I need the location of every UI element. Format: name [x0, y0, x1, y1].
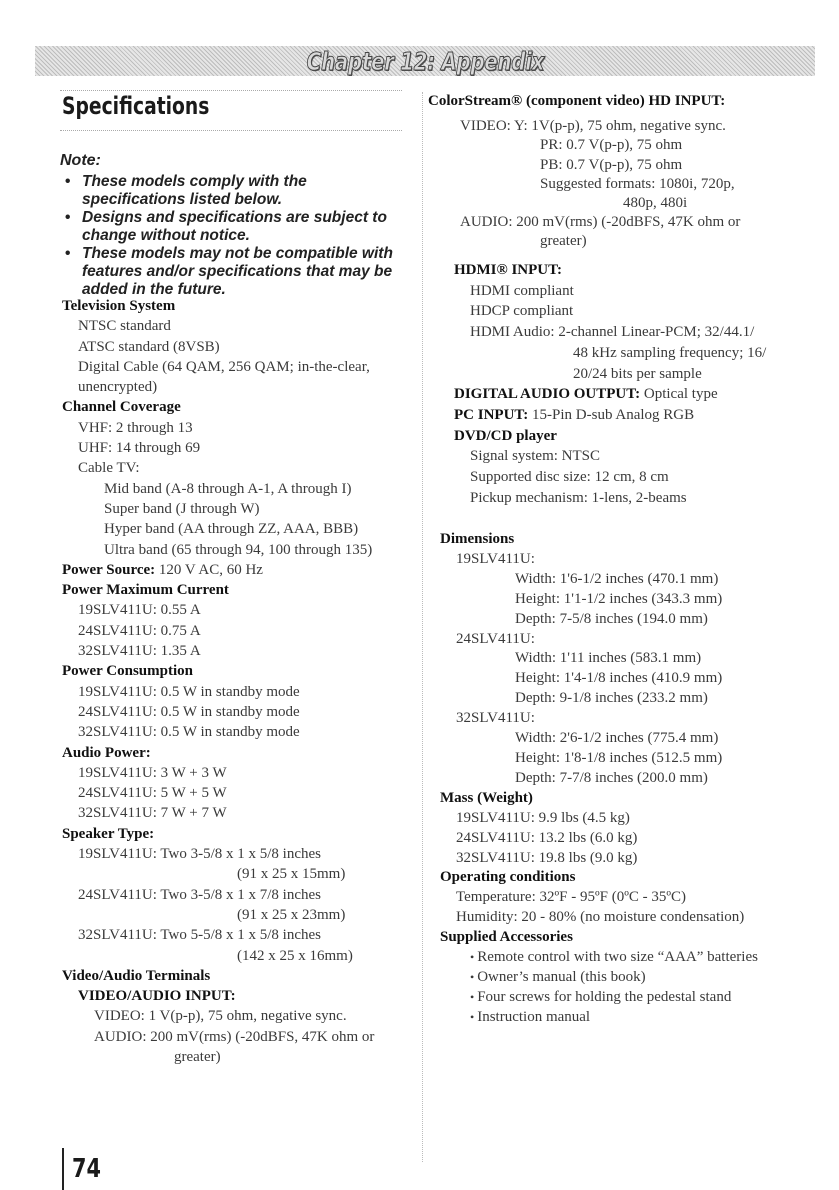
spec-line: [78, 885, 374, 905]
spec-text: Suggested formats: 1080i, 720p,: [540, 175, 735, 192]
spec-text: Signal system: NTSC: [470, 448, 601, 465]
spec-text: Remote control with two size “AAA” batteries: [477, 949, 758, 966]
spec-text: Temperature: 32ºF - 95ºF (0ºC - 35ºC): [456, 889, 687, 906]
spec-text: (142 x 25 x 16mm): [237, 947, 353, 964]
spec-text: (91 x 25 x 23mm): [237, 906, 346, 923]
spec-list-inputs: [438, 260, 766, 508]
spec-line: [78, 357, 374, 377]
accessory-item: [470, 968, 758, 988]
spec-text: Height: 1'1-1/2 inches (343.3 mm): [515, 590, 723, 607]
spec-text: 24SLV411U: 13.2 lbs (6.0 kg): [456, 829, 638, 846]
spec-text: Dimensions: [440, 531, 515, 547]
spec-line: [104, 479, 374, 499]
spec-text: UHF: 14 through 69: [78, 440, 201, 457]
spec-text: Depth: 9-1/8 inches (233.2 mm): [515, 690, 708, 707]
spec-value: Optical type: [643, 386, 718, 403]
spec-text: 32SLV411U: Two 5-5/8 x 1 x 5/8 inches: [78, 927, 321, 944]
spec-line: [540, 232, 740, 251]
spec-text: VIDEO/AUDIO INPUT:: [78, 988, 236, 1005]
accessory-item: [470, 1008, 758, 1028]
page-number-bar: [62, 1148, 101, 1190]
spec-text: 24SLV411U: Two 3-5/8 x 1 x 7/8 inches: [78, 886, 321, 903]
spec-line: [237, 864, 374, 884]
spec-line: [470, 446, 766, 467]
spec-line: [78, 621, 374, 641]
spec-text: Mass (Weight): [440, 789, 533, 806]
spec-text: ColorStream® (component video) HD INPUT:: [428, 93, 726, 109]
page-title: Specifications: [62, 92, 210, 120]
spec-line: [78, 337, 374, 357]
spec-heading: [62, 560, 374, 580]
spec-line: [573, 364, 766, 385]
spec-line: [573, 343, 766, 364]
spec-line: [515, 729, 758, 749]
spec-line: [540, 136, 740, 155]
spec-line: [174, 1047, 374, 1067]
spec-line: [456, 908, 758, 928]
spec-text: 24SLV411U:: [456, 630, 535, 647]
spec-text: VIDEO: Y: 1V(p-p), 75 ohm, negative sync.: [460, 118, 726, 135]
spec-line: [104, 540, 374, 560]
spec-text: ATSC standard (8VSB): [78, 338, 220, 355]
spec-line: [515, 590, 758, 610]
spec-text: Video/Audio Terminals: [62, 967, 211, 984]
spec-line: [456, 550, 758, 570]
spec-line: [78, 377, 374, 397]
spec-text: Audio Power:: [62, 744, 151, 761]
spec-text: Ultra band (65 through 94, 100 through 135): [104, 541, 373, 558]
spec-heading: [454, 426, 766, 447]
spec-line: [460, 117, 740, 136]
accessory-item: [470, 948, 758, 968]
spec-text: Hyper band (AA through ZZ, AAA, BBB): [104, 521, 359, 538]
spec-heading: [440, 868, 758, 888]
spec-text: 32SLV411U: 7 W + 7 W: [78, 805, 227, 822]
spec-line: [456, 630, 758, 650]
spec-text: Width: 1'6-1/2 inches (470.1 mm): [515, 570, 719, 587]
spec-line: [515, 689, 758, 709]
spec-text: 480p, 480i: [623, 195, 688, 212]
spec-heading: [62, 966, 374, 986]
spec-line: [104, 519, 374, 539]
spec-text: Four screws for holding the pedestal stand: [477, 988, 732, 1005]
spec-line: [456, 849, 758, 869]
chapter-title: Chapter 12: Appendix: [306, 46, 544, 76]
spec-text: 24SLV411U: 0.5 W in standby mode: [78, 703, 300, 720]
spec-text: Height: 1'4-1/8 inches (410.9 mm): [515, 670, 723, 687]
spec-text: Super band (J through W): [104, 500, 260, 517]
spec-line: [470, 488, 766, 509]
spec-text: Cable TV:: [78, 460, 140, 477]
spec-line: [540, 175, 740, 194]
chapter-banner: [35, 46, 815, 76]
note-bullet: • These models comply with the specifications listed below.: [60, 173, 405, 209]
spec-text: Width: 1'11 inches (583.1 mm): [515, 650, 702, 667]
spec-heading: [62, 743, 374, 763]
spec-line: [515, 769, 758, 789]
spec-text: DVD/CD player: [454, 427, 557, 444]
spec-text: Pickup mechanism: 1-lens, 2-beams: [470, 489, 687, 506]
spec-heading: [454, 405, 766, 426]
spec-heading: [454, 260, 766, 281]
spec-text: greater): [540, 233, 587, 250]
spec-line: [78, 316, 374, 336]
spec-line: [456, 709, 758, 729]
spec-line: [237, 946, 374, 966]
spec-text: Power Maximum Current: [62, 582, 229, 599]
spec-text: unencrypted): [78, 379, 158, 396]
spec-line: [470, 301, 766, 322]
spec-text: NTSC standard: [78, 318, 171, 335]
note-bullet: • These models may not be compatible with features and/or specifications that may be added in the future.: [60, 245, 405, 299]
spec-heading: [440, 530, 758, 550]
spec-line: [456, 809, 758, 829]
spec-text: VIDEO: 1 V(p-p), 75 ohm, negative sync.: [94, 1008, 347, 1025]
spec-text: HDCP compliant: [470, 303, 574, 320]
spec-text: Power Consumption: [62, 663, 193, 680]
spec-text: Width: 2'6-1/2 inches (775.4 mm): [515, 730, 719, 747]
spec-line: [470, 281, 766, 302]
spec-line: [78, 702, 374, 722]
spec-list-dimensions: [440, 530, 758, 1028]
spec-value: 15-Pin D-sub Analog RGB: [532, 406, 695, 423]
spec-text: 19SLV411U: 9.9 lbs (4.5 kg): [456, 809, 630, 826]
spec-heading: [62, 824, 374, 844]
spec-text: 48 kHz sampling frequency; 16/: [573, 344, 767, 361]
spec-line: [78, 844, 374, 864]
divider: [60, 130, 402, 131]
spec-heading: [78, 986, 374, 1006]
spec-text: Height: 1'8-1/8 inches (512.5 mm): [515, 749, 723, 766]
accessory-item: [470, 988, 758, 1008]
spec-text: Television System: [62, 298, 176, 314]
divider: [60, 90, 402, 91]
spec-line: [540, 156, 740, 175]
spec-heading: [62, 397, 374, 417]
spec-text: 19SLV411U: Two 3-5/8 x 1 x 5/8 inches: [78, 846, 321, 863]
spec-text: HDMI compliant: [470, 282, 574, 299]
spec-heading: [62, 296, 374, 316]
spec-line: [78, 600, 374, 620]
spec-line: [460, 213, 740, 232]
spec-line: [515, 570, 758, 590]
spec-line: [78, 783, 374, 803]
spec-text: VHF: 2 through 13: [78, 419, 193, 436]
spec-line: [78, 458, 374, 478]
spec-text: 24SLV411U: 5 W + 5 W: [78, 785, 227, 802]
spec-text: Depth: 7-7/8 inches (200.0 mm): [515, 769, 708, 786]
spec-line: [78, 682, 374, 702]
spec-heading: [440, 789, 758, 809]
note-box: [60, 152, 405, 299]
spec-line: [104, 499, 374, 519]
spec-line: [623, 194, 740, 213]
spec-text: HDMI Audio: 2-channel Linear-PCM; 32/44.1/: [470, 324, 755, 341]
spec-text: Mid band (A-8 through A-1, A through I): [104, 480, 352, 497]
spec-text: Supported disc size: 12 cm, 8 cm: [470, 469, 669, 486]
spec-line: [456, 829, 758, 849]
spec-text: Depth: 7-5/8 inches (194.0 mm): [515, 610, 708, 627]
column-divider: [422, 92, 423, 1162]
spec-line: [78, 641, 374, 661]
note-bullet: • Designs and specifications are subject to change without notice.: [60, 209, 405, 245]
spec-text: Power Source:: [62, 561, 159, 578]
spec-line: [515, 649, 758, 669]
spec-text: PR: 0.7 V(p-p), 75 ohm: [540, 137, 683, 154]
spec-line: [456, 888, 758, 908]
spec-text: 24SLV411U: 0.75 A: [78, 622, 201, 639]
spec-text: 19SLV411U: 3 W + 3 W: [78, 764, 227, 781]
note-heading: Note:: [60, 152, 101, 169]
spec-text: AUDIO: 200 mV(rms) (-20dBFS, 47K ohm or: [94, 1028, 375, 1045]
spec-list-component: [428, 92, 740, 252]
spec-line: [78, 438, 374, 458]
spec-heading: [454, 384, 766, 405]
spec-text: 32SLV411U: 1.35 A: [78, 643, 201, 660]
spec-line: [78, 925, 374, 945]
spec-text: DIGITAL AUDIO OUTPUT:: [454, 386, 644, 403]
spec-text: 32SLV411U: 19.8 lbs (9.0 kg): [456, 849, 638, 866]
spec-text: Channel Coverage: [62, 399, 181, 416]
spec-line: [78, 418, 374, 438]
spec-heading: [62, 580, 374, 600]
spec-line: [78, 763, 374, 783]
spec-text: 32SLV411U: 0.5 W in standby mode: [78, 724, 300, 741]
spec-text: Instruction manual: [477, 1008, 591, 1025]
spec-text: Speaker Type:: [62, 825, 155, 842]
spec-value: 120 V AC, 60 Hz: [158, 561, 263, 578]
spec-text: Operating conditions: [440, 869, 576, 886]
spec-text: 19SLV411U: 0.55 A: [78, 602, 201, 619]
spec-text: PB: 0.7 V(p-p), 75 ohm: [540, 156, 683, 173]
spec-line: [94, 1006, 374, 1026]
spec-text: 20/24 bits per sample: [573, 365, 702, 382]
spec-text: Digital Cable (64 QAM, 256 QAM; in-the-clear,: [78, 358, 370, 375]
spec-line: [94, 1027, 374, 1047]
spec-text: Owner’s manual (this book): [477, 968, 646, 985]
spec-text: (91 x 25 x 15mm): [237, 866, 346, 883]
spec-line: [470, 322, 766, 343]
spec-text: PC INPUT:: [454, 406, 533, 423]
page-number: 74: [72, 1154, 101, 1184]
spec-text: Supplied Accessories: [440, 929, 573, 946]
spec-text: 19SLV411U:: [456, 550, 535, 567]
spec-line: [78, 722, 374, 742]
spec-line: [515, 749, 758, 769]
spec-line: [515, 610, 758, 630]
spec-heading: [428, 92, 740, 111]
spec-text: 19SLV411U: 0.5 W in standby mode: [78, 683, 300, 700]
spec-text: 32SLV411U:: [456, 710, 535, 727]
spec-heading: [62, 661, 374, 681]
spec-list-left: [62, 296, 374, 1067]
spec-heading: [440, 928, 758, 948]
spec-text: AUDIO: 200 mV(rms) (-20dBFS, 47K ohm or: [460, 214, 741, 231]
spec-text: greater): [174, 1048, 221, 1065]
spec-line: [470, 467, 766, 488]
spec-line: [78, 803, 374, 823]
spec-line: [515, 669, 758, 689]
spec-line: [237, 905, 374, 925]
spec-text: Humidity: 20 - 80% (no moisture condensation): [456, 909, 745, 926]
spec-text: HDMI® INPUT:: [454, 262, 563, 278]
